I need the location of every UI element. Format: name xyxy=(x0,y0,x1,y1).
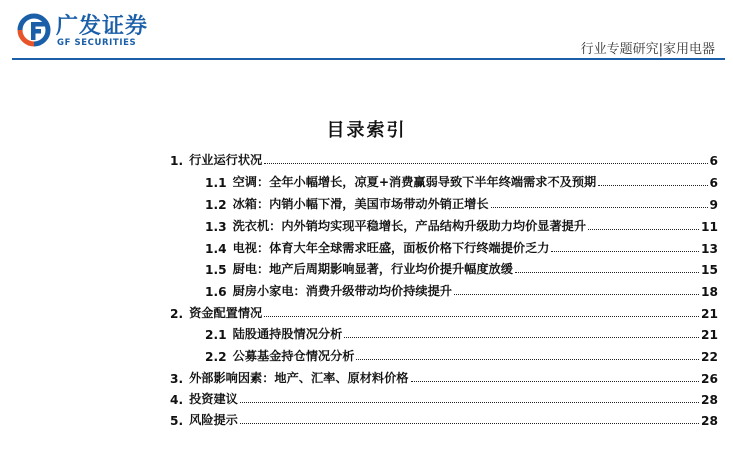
toc-entry-2-2[interactable] xyxy=(205,344,718,364)
dot-leader xyxy=(515,272,699,273)
toc-entry-1-5[interactable] xyxy=(205,257,718,277)
toc-entry-1-2[interactable] xyxy=(205,192,718,212)
toc-entry-page: 15 xyxy=(701,263,718,277)
toc-entry-number: 1.2 xyxy=(205,198,227,212)
toc-entry-page: 13 xyxy=(701,242,718,256)
toc-title: 目录索引 xyxy=(326,120,407,141)
toc-entry-label: 外部影响因素：地产、汇率、原材料价格 xyxy=(189,371,409,385)
dot-leader xyxy=(588,229,699,230)
toc-entry-page: 28 xyxy=(701,414,718,428)
toc-entry-page: 21 xyxy=(701,307,718,321)
dot-leader xyxy=(454,294,699,295)
report-category: 行业专题研究|家用电器 xyxy=(580,42,715,57)
toc-entry-1[interactable] xyxy=(170,148,718,168)
toc-entry-label: 洗衣机：内外销均实现平稳增长，产品结构升级助力均价显著提升 xyxy=(232,219,587,233)
dot-leader xyxy=(598,185,707,186)
toc-entry-number: 2.2 xyxy=(205,350,227,364)
dot-leader xyxy=(551,251,699,252)
toc-entry-page: 9 xyxy=(709,198,718,212)
toc-entry-label: 公募基金持仓情况分析 xyxy=(232,349,355,363)
toc-entry-label: 厨房小家电：消费升级带动均价持续提升 xyxy=(232,284,452,298)
toc-entry-page: 28 xyxy=(701,393,718,407)
toc-entry-label: 资金配置情况 xyxy=(189,306,263,320)
logo-english-name: GF SECURITIES xyxy=(57,38,137,48)
toc-entry-label: 电视：体育大年全球需求旺盛，面板价格下行终端提价乏力 xyxy=(232,241,550,255)
toc-entry-label: 厨电：地产后周期影响显著，行业均价提升幅度放缓 xyxy=(232,262,513,276)
toc-entry-label: 空调：全年小幅增长，凉夏+消费赢弱导致下半年终端需求不及预期 xyxy=(232,175,597,189)
toc-entry-1-1[interactable] xyxy=(205,170,718,190)
toc-entry-label: 行业运行状况 xyxy=(189,153,263,167)
dot-leader xyxy=(240,423,699,424)
toc-entry-page: 26 xyxy=(701,372,718,386)
toc-entry-page: 6 xyxy=(709,154,718,168)
toc-entry-label: 风险提示 xyxy=(189,413,238,427)
toc-entry-number: 1.4 xyxy=(205,242,227,256)
toc-entry-page: 11 xyxy=(701,220,718,234)
toc-entry-number: 1.5 xyxy=(205,263,227,277)
dot-leader xyxy=(411,381,700,382)
toc-entry-number: 1. xyxy=(170,154,184,168)
toc-entry-page: 6 xyxy=(709,176,718,190)
toc-entry-5[interactable] xyxy=(170,408,718,428)
toc-entry-page: 18 xyxy=(701,285,718,299)
toc-entry-2[interactable] xyxy=(170,301,718,321)
dot-leader xyxy=(491,207,708,208)
toc-entry-page: 21 xyxy=(701,328,718,342)
toc-entry-1-3[interactable] xyxy=(205,214,718,234)
toc-entry-number: 1.6 xyxy=(205,285,227,299)
toc-entry-number: 3. xyxy=(170,372,184,386)
toc-entry-4[interactable] xyxy=(170,387,718,407)
logo-chinese-name: 广发证券 xyxy=(56,14,149,39)
toc-entry-number: 2. xyxy=(170,307,184,321)
toc-entry-page: 22 xyxy=(701,350,718,364)
toc-entry-3[interactable] xyxy=(170,366,718,386)
toc-entry-label: 冰箱：内销小幅下滑，美国市场带动外销正增长 xyxy=(232,197,489,211)
toc-entry-number: 1.1 xyxy=(205,176,227,190)
toc-entry-number: 1.3 xyxy=(205,220,227,234)
dot-leader xyxy=(264,163,707,164)
toc-entry-number: 4. xyxy=(170,393,184,407)
dot-leader xyxy=(356,359,699,360)
dot-leader xyxy=(240,402,699,403)
toc-entry-number: 2.1 xyxy=(205,328,227,342)
toc-entry-label: 投资建议 xyxy=(189,392,238,406)
dot-leader xyxy=(264,316,699,317)
toc-entry-label: 陆股通持股情况分析 xyxy=(232,327,343,341)
dot-leader xyxy=(344,337,699,338)
toc-entry-1-4[interactable] xyxy=(205,236,718,256)
toc-entry-number: 5. xyxy=(170,414,184,428)
toc-entry-1-6[interactable] xyxy=(205,279,718,299)
toc-entry-2-1[interactable] xyxy=(205,322,718,342)
